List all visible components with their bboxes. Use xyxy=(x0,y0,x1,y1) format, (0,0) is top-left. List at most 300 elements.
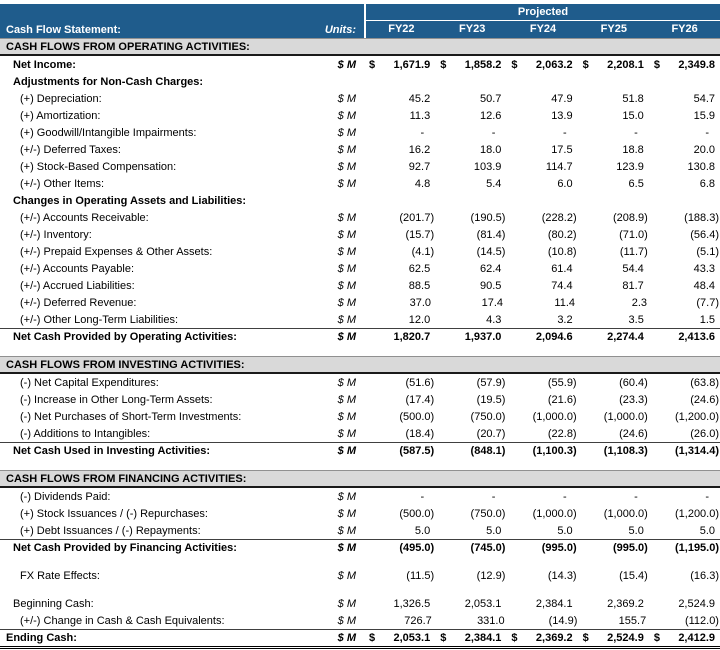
value-cell[interactable] xyxy=(364,144,435,156)
value-cell[interactable] xyxy=(649,632,720,644)
table-row xyxy=(0,141,720,158)
value-cell[interactable] xyxy=(649,110,720,122)
cell-value: (587.5) xyxy=(399,445,435,457)
value-cell[interactable] xyxy=(435,314,506,326)
cell-value: 2,369.2 xyxy=(535,632,573,644)
row-label-cell[interactable]: (+/-) Accounts Payable: xyxy=(20,262,135,275)
value-cell[interactable] xyxy=(578,93,649,105)
year-header-fy23[interactable]: FY23 xyxy=(459,23,486,35)
section-header-row xyxy=(0,470,720,488)
cell-value: 20.0 xyxy=(693,143,716,156)
value-cell[interactable] xyxy=(649,394,720,406)
value-cell[interactable] xyxy=(435,570,506,582)
value-cell[interactable] xyxy=(649,428,720,440)
unit-cell[interactable]: $ M xyxy=(337,445,356,457)
year-header-fy26[interactable]: FY26 xyxy=(671,23,698,35)
value-cell[interactable] xyxy=(435,263,506,275)
value-cell[interactable] xyxy=(578,377,649,389)
value-cell[interactable] xyxy=(364,246,435,258)
value-cell[interactable] xyxy=(506,212,577,224)
value-cell[interactable] xyxy=(649,246,720,258)
unit-cell[interactable]: $ M xyxy=(337,524,356,537)
row-label-cell[interactable]: CASH FLOWS FROM INVESTING ACTIVITIES: xyxy=(6,358,245,371)
unit-cell[interactable]: $ M xyxy=(337,177,356,190)
value-cell[interactable] xyxy=(435,525,506,537)
value-cell[interactable] xyxy=(364,525,435,537)
cell-value: 6.8 xyxy=(699,177,716,190)
value-cell[interactable] xyxy=(435,212,506,224)
value-cell[interactable] xyxy=(510,615,579,627)
value-cell[interactable] xyxy=(649,144,720,156)
value-cell[interactable] xyxy=(506,632,577,644)
value-cell[interactable] xyxy=(435,127,506,139)
cell-value: 1,671.9 xyxy=(393,58,431,71)
year-headers xyxy=(366,21,720,38)
cell-value: 13.9 xyxy=(551,109,573,122)
cell-value: 16.2 xyxy=(408,143,431,156)
unit-cell[interactable]: $ M xyxy=(337,376,356,389)
table-row xyxy=(0,567,720,584)
table-row xyxy=(0,192,720,209)
row-label-cell[interactable]: (+) Debt Issuances / (-) Repayments: xyxy=(20,524,201,537)
value-cell[interactable] xyxy=(506,570,577,582)
row-label-cell[interactable]: (+/-) Accrued Liabilities: xyxy=(20,279,135,292)
row-label-cell[interactable]: (+/-) Prepaid Expenses & Other Assets: xyxy=(20,245,213,258)
unit-cell[interactable]: $ M xyxy=(337,211,356,224)
unit-cell[interactable]: $ M xyxy=(337,614,356,627)
value-cell[interactable] xyxy=(435,229,506,241)
value-cell[interactable] xyxy=(578,428,649,440)
value-cell[interactable] xyxy=(649,127,720,139)
cell-value: (4.1) xyxy=(411,245,435,258)
cell-value: (495.0) xyxy=(399,542,435,554)
row-label-cell[interactable]: CASH FLOWS FROM OPERATING ACTIVITIES: xyxy=(6,40,250,53)
table-row xyxy=(0,175,720,192)
value-cell[interactable] xyxy=(506,229,577,241)
cell-value: 2,412.9 xyxy=(678,632,716,644)
cell-value: - xyxy=(491,490,496,503)
value-cell[interactable] xyxy=(506,445,577,457)
cell-value: (201.7) xyxy=(399,211,435,224)
table-row xyxy=(0,629,720,649)
value-cell[interactable] xyxy=(506,263,577,275)
unit-cell[interactable]: $ M xyxy=(337,393,356,406)
value-cell[interactable] xyxy=(506,127,577,139)
value-cell[interactable] xyxy=(506,246,577,258)
value-cell[interactable] xyxy=(578,542,649,554)
value-cell[interactable] xyxy=(364,394,435,406)
value-cell[interactable] xyxy=(506,525,577,537)
cell-value: 5.0 xyxy=(414,524,431,537)
value-cell[interactable] xyxy=(435,93,506,105)
cell-value: (14.9) xyxy=(548,614,578,627)
cell-value: (18.4) xyxy=(405,427,435,440)
row-label-cell[interactable]: (+/-) Deferred Taxes: xyxy=(20,143,121,156)
row-label-cell[interactable]: Net Cash Provided by Financing Activities: xyxy=(13,542,237,554)
row-label-cell[interactable]: CASH FLOWS FROM FINANCING ACTIVITIES: xyxy=(6,472,247,485)
table-row xyxy=(0,442,720,459)
unit-cell[interactable]: $ M xyxy=(337,58,356,71)
table-row xyxy=(0,595,720,612)
value-cell[interactable] xyxy=(578,598,649,610)
value-cell[interactable] xyxy=(506,394,577,406)
value-cell[interactable] xyxy=(649,570,720,582)
value-cell[interactable] xyxy=(435,445,506,457)
unit-cell[interactable]: $ M xyxy=(337,427,356,440)
value-cell[interactable] xyxy=(649,161,720,173)
cell-value: 11.3 xyxy=(409,109,431,122)
table-row xyxy=(0,124,720,141)
cell-value: 123.9 xyxy=(616,160,644,173)
unit-cell[interactable]: $ M xyxy=(337,410,356,423)
dollar-sign: $ xyxy=(440,632,447,644)
unit-cell[interactable]: $ M xyxy=(337,331,356,343)
value-cell[interactable] xyxy=(435,491,506,503)
value-cell[interactable] xyxy=(578,212,649,224)
cell-value: 1.5 xyxy=(699,313,716,326)
cell-value: 2,384.1 xyxy=(464,632,502,644)
row-label-cell[interactable]: (+/-) Deferred Revenue: xyxy=(20,296,137,309)
value-cell[interactable] xyxy=(506,59,577,71)
cell-value: 92.7 xyxy=(408,160,431,173)
table-row xyxy=(0,374,720,391)
value-cell[interactable] xyxy=(435,280,506,292)
unit-cell[interactable]: $ M xyxy=(337,126,356,139)
row-label-cell[interactable]: (+) Goodwill/Intangible Impairments: xyxy=(20,126,197,139)
value-cell[interactable] xyxy=(578,445,649,457)
value-cell[interactable] xyxy=(506,144,577,156)
value-cell[interactable] xyxy=(506,178,577,190)
value-cell[interactable] xyxy=(364,615,437,627)
table-row xyxy=(0,539,720,556)
value-cell[interactable] xyxy=(364,508,435,520)
row-label-cell[interactable]: Ending Cash: xyxy=(6,632,77,644)
value-cell[interactable] xyxy=(364,59,435,71)
value-cell[interactable] xyxy=(506,598,577,610)
row-label-cell[interactable]: (+) Amortization: xyxy=(20,109,101,122)
value-cell[interactable] xyxy=(364,212,435,224)
row-label-cell[interactable]: (+/-) Change in Cash & Cash Equivalents: xyxy=(20,614,225,627)
value-cell[interactable] xyxy=(508,297,580,309)
value-cell[interactable] xyxy=(649,280,720,292)
value-cell[interactable] xyxy=(364,428,435,440)
year-header-fy22[interactable]: FY22 xyxy=(388,23,415,35)
value-cell[interactable] xyxy=(649,491,720,503)
unit-cell[interactable]: $ M xyxy=(337,313,356,326)
cell-value: (500.0) xyxy=(399,507,435,520)
cell-value: 2,349.8 xyxy=(678,58,716,71)
cell-value: 62.4 xyxy=(479,262,502,275)
value-cell[interactable] xyxy=(435,144,506,156)
value-cell[interactable] xyxy=(364,280,435,292)
year-header-fy24[interactable]: FY24 xyxy=(529,23,557,35)
cell-value: (7.7) xyxy=(696,296,719,309)
value-cell[interactable] xyxy=(578,314,649,326)
cell-value: (11.5) xyxy=(406,569,435,582)
cell-value: 1,858.2 xyxy=(464,58,502,71)
value-cell[interactable] xyxy=(506,331,577,343)
value-cell[interactable] xyxy=(506,110,577,122)
row-label-cell[interactable]: Adjustments for Non-Cash Charges: xyxy=(13,75,204,88)
year-header-fy25[interactable]: FY25 xyxy=(600,23,627,35)
value-cell[interactable] xyxy=(578,161,649,173)
row-label-cell[interactable]: (-) Additions to Intangibles: xyxy=(20,427,151,440)
value-cell[interactable] xyxy=(649,212,720,224)
value-cell[interactable] xyxy=(649,59,720,71)
cell-value: (1,200.0) xyxy=(674,410,720,423)
value-cell[interactable] xyxy=(578,178,649,190)
unit-cell[interactable]: $ M xyxy=(337,228,356,241)
spacer-row xyxy=(0,459,720,470)
table-row xyxy=(0,505,720,522)
row-label-cell[interactable]: Net Cash Used in Investing Activities: xyxy=(13,445,211,457)
value-cell[interactable] xyxy=(364,161,435,173)
value-cell[interactable] xyxy=(649,314,720,326)
value-cell[interactable] xyxy=(578,508,649,520)
table-row xyxy=(0,56,720,73)
table-row xyxy=(0,391,720,408)
value-cell[interactable] xyxy=(578,632,649,644)
unit-cell[interactable]: $ M xyxy=(337,160,356,173)
cell-value: 62.5 xyxy=(408,262,431,275)
value-cell[interactable] xyxy=(578,491,649,503)
value-cell[interactable] xyxy=(580,297,652,309)
value-cell[interactable] xyxy=(578,229,649,241)
unit-cell[interactable]: $ M xyxy=(337,279,356,292)
cell-value: (51.6) xyxy=(405,376,435,389)
value-cell[interactable] xyxy=(506,428,577,440)
table-body xyxy=(0,38,720,649)
unit-cell[interactable]: $ M xyxy=(337,507,356,520)
value-cell[interactable] xyxy=(506,542,577,554)
dollar-sign: $ xyxy=(511,632,518,644)
value-cell[interactable] xyxy=(506,93,577,105)
cell-value: 155.7 xyxy=(618,614,647,627)
value-cell[interactable] xyxy=(435,331,506,343)
row-label-cell[interactable]: (-) Increase in Other Long-Term Assets: xyxy=(20,393,213,406)
value-cell[interactable] xyxy=(578,144,649,156)
value-cell[interactable] xyxy=(435,394,506,406)
projected-header: Projected xyxy=(366,4,720,21)
value-cell[interactable] xyxy=(649,445,720,457)
cell-value: 81.7 xyxy=(622,279,644,292)
cell-value: (1,314.4) xyxy=(674,445,720,457)
cell-value: 2,524.9 xyxy=(678,597,716,610)
table-row xyxy=(0,425,720,442)
cell-value: (15.7) xyxy=(405,228,435,241)
value-cell[interactable] xyxy=(649,331,720,343)
row-label-cell[interactable]: (+/-) Other Long-Term Liabilities: xyxy=(20,313,179,326)
cell-value: 47.9 xyxy=(551,92,573,105)
row-label-cell[interactable]: (+/-) Inventory: xyxy=(20,228,92,241)
value-cell[interactable] xyxy=(578,263,649,275)
value-cell[interactable] xyxy=(364,263,435,275)
value-cell[interactable] xyxy=(578,59,649,71)
row-label-cell[interactable]: (+/-) Accounts Receivable: xyxy=(20,211,149,224)
table-row xyxy=(0,107,720,124)
cell-value: (190.5) xyxy=(470,211,506,224)
value-cell[interactable] xyxy=(651,615,720,627)
unit-cell[interactable]: $ M xyxy=(337,597,356,610)
value-cell[interactable] xyxy=(364,314,435,326)
cell-value: 15.0 xyxy=(622,109,644,122)
row-label-cell[interactable]: (-) Dividends Paid: xyxy=(20,490,111,503)
table-row xyxy=(0,612,720,629)
unit-cell[interactable]: $ M xyxy=(337,296,356,309)
cell-value: (848.1) xyxy=(470,445,506,457)
value-cell[interactable] xyxy=(364,331,435,343)
unit-cell[interactable]: $ M xyxy=(337,109,356,122)
cell-value: 6.5 xyxy=(628,177,644,190)
value-cell[interactable] xyxy=(649,525,720,537)
cell-value: 5.0 xyxy=(699,524,716,537)
value-cell[interactable] xyxy=(506,411,577,423)
value-cell[interactable] xyxy=(506,314,577,326)
value-cell[interactable] xyxy=(364,93,435,105)
row-label-cell[interactable]: Beginning Cash: xyxy=(13,597,94,610)
cell-value: (55.9) xyxy=(547,376,577,389)
unit-cell[interactable]: $ M xyxy=(337,92,356,105)
row-label-cell[interactable]: FX Rate Effects: xyxy=(20,569,100,582)
value-cell[interactable] xyxy=(364,570,435,582)
value-cell[interactable] xyxy=(364,229,435,241)
value-cell[interactable] xyxy=(435,542,506,554)
unit-cell[interactable]: $ M xyxy=(337,262,356,275)
cell-value: 2.3 xyxy=(631,296,647,309)
cell-value: - xyxy=(491,126,496,139)
cell-value: 5.0 xyxy=(628,524,644,537)
cell-value: (1,000.0) xyxy=(532,507,577,520)
value-cell[interactable] xyxy=(652,297,720,309)
value-cell[interactable] xyxy=(649,263,720,275)
value-cell[interactable] xyxy=(364,411,435,423)
value-cell[interactable] xyxy=(578,525,649,537)
cell-value: 17.4 xyxy=(481,296,503,309)
value-cell[interactable] xyxy=(435,246,506,258)
cell-value: 61.4 xyxy=(551,262,573,275)
header-left-block xyxy=(0,4,364,38)
row-label-cell[interactable]: (+) Stock-Based Compensation: xyxy=(20,160,177,173)
value-cell[interactable] xyxy=(578,280,649,292)
cell-value: (188.3) xyxy=(684,211,720,224)
value-cell[interactable] xyxy=(364,491,435,503)
cell-value: (81.4) xyxy=(476,228,506,241)
cell-value: 74.4 xyxy=(551,279,573,292)
value-cell[interactable] xyxy=(364,297,436,309)
row-label-cell[interactable]: (-) Net Capital Expenditures: xyxy=(20,376,159,389)
value-cell[interactable] xyxy=(578,394,649,406)
value-cell[interactable] xyxy=(435,110,506,122)
value-cell[interactable] xyxy=(364,598,435,610)
row-label-cell[interactable]: Net Income: xyxy=(13,58,76,71)
unit-cell[interactable]: $ M xyxy=(337,143,356,156)
value-cell[interactable] xyxy=(436,297,508,309)
value-cell[interactable] xyxy=(506,377,577,389)
value-cell[interactable] xyxy=(435,161,506,173)
value-cell[interactable] xyxy=(649,377,720,389)
cell-value: 88.5 xyxy=(408,279,431,292)
table-row xyxy=(0,522,720,539)
value-cell[interactable] xyxy=(435,632,506,644)
value-cell[interactable] xyxy=(364,632,435,644)
value-cell[interactable] xyxy=(435,411,506,423)
row-label-cell[interactable]: Changes in Operating Assets and Liabilities: xyxy=(13,194,247,207)
value-cell[interactable] xyxy=(435,178,506,190)
row-label-cell[interactable]: (+) Depreciation: xyxy=(20,92,102,105)
cell-value: 12.0 xyxy=(408,313,431,326)
value-cell[interactable] xyxy=(578,110,649,122)
value-cell[interactable] xyxy=(435,428,506,440)
value-cell[interactable] xyxy=(506,280,577,292)
value-cell[interactable] xyxy=(578,127,649,139)
value-cell[interactable] xyxy=(364,542,435,554)
cell-value: 4.3 xyxy=(486,313,502,326)
row-label-cell[interactable]: (+/-) Other Items: xyxy=(20,177,105,190)
value-cell[interactable] xyxy=(578,331,649,343)
cell-value: 3.2 xyxy=(557,313,573,326)
cell-value: (24.6) xyxy=(619,427,648,440)
value-cell[interactable] xyxy=(364,127,435,139)
value-cell[interactable] xyxy=(578,246,649,258)
value-cell[interactable] xyxy=(364,178,435,190)
value-cell[interactable] xyxy=(435,377,506,389)
value-cell[interactable] xyxy=(435,508,506,520)
spacer-row xyxy=(0,345,720,356)
row-label-cell[interactable]: (+) Stock Issuances / (-) Repurchases: xyxy=(20,507,208,520)
value-cell[interactable] xyxy=(578,411,649,423)
row-label-cell[interactable]: Net Cash Provided by Operating Activities: xyxy=(13,331,237,343)
cell-value: (17.4) xyxy=(405,393,435,406)
cell-value: (995.0) xyxy=(612,542,648,554)
cell-value: 18.0 xyxy=(479,143,502,156)
unit-cell[interactable]: $ M xyxy=(337,569,356,582)
table-row xyxy=(0,260,720,277)
value-cell[interactable] xyxy=(649,598,720,610)
value-cell[interactable] xyxy=(506,161,577,173)
value-cell[interactable] xyxy=(364,110,435,122)
value-cell[interactable] xyxy=(649,229,720,241)
cell-value: 2,053.1 xyxy=(393,632,431,644)
unit-cell[interactable]: $ M xyxy=(337,490,356,503)
value-cell[interactable] xyxy=(578,570,649,582)
value-cell[interactable] xyxy=(437,615,510,627)
value-cell[interactable] xyxy=(435,598,506,610)
unit-cell[interactable]: $ M xyxy=(337,632,356,644)
value-cell[interactable] xyxy=(649,93,720,105)
row-label-cell[interactable]: (-) Net Purchases of Short-Term Investments: xyxy=(20,410,242,423)
cell-value: - xyxy=(420,490,425,503)
dollar-sign: $ xyxy=(440,58,447,71)
value-cell[interactable] xyxy=(506,508,577,520)
value-cell[interactable] xyxy=(364,445,435,457)
value-cell[interactable] xyxy=(649,411,720,423)
value-cell[interactable] xyxy=(435,59,506,71)
cell-value: (26.0) xyxy=(690,427,720,440)
cell-value: - xyxy=(705,126,710,139)
cell-value: (1,200.0) xyxy=(674,507,720,520)
table-row xyxy=(0,311,720,328)
unit-cell[interactable]: $ M xyxy=(337,245,356,258)
value-cell[interactable] xyxy=(578,615,651,627)
value-cell[interactable] xyxy=(649,508,720,520)
value-cell[interactable] xyxy=(364,377,435,389)
unit-cell[interactable]: $ M xyxy=(337,542,356,554)
cell-value: 54.7 xyxy=(693,92,716,105)
value-cell[interactable] xyxy=(649,178,720,190)
value-cell[interactable] xyxy=(506,491,577,503)
cell-value: - xyxy=(562,490,567,503)
value-cell[interactable] xyxy=(649,542,720,554)
